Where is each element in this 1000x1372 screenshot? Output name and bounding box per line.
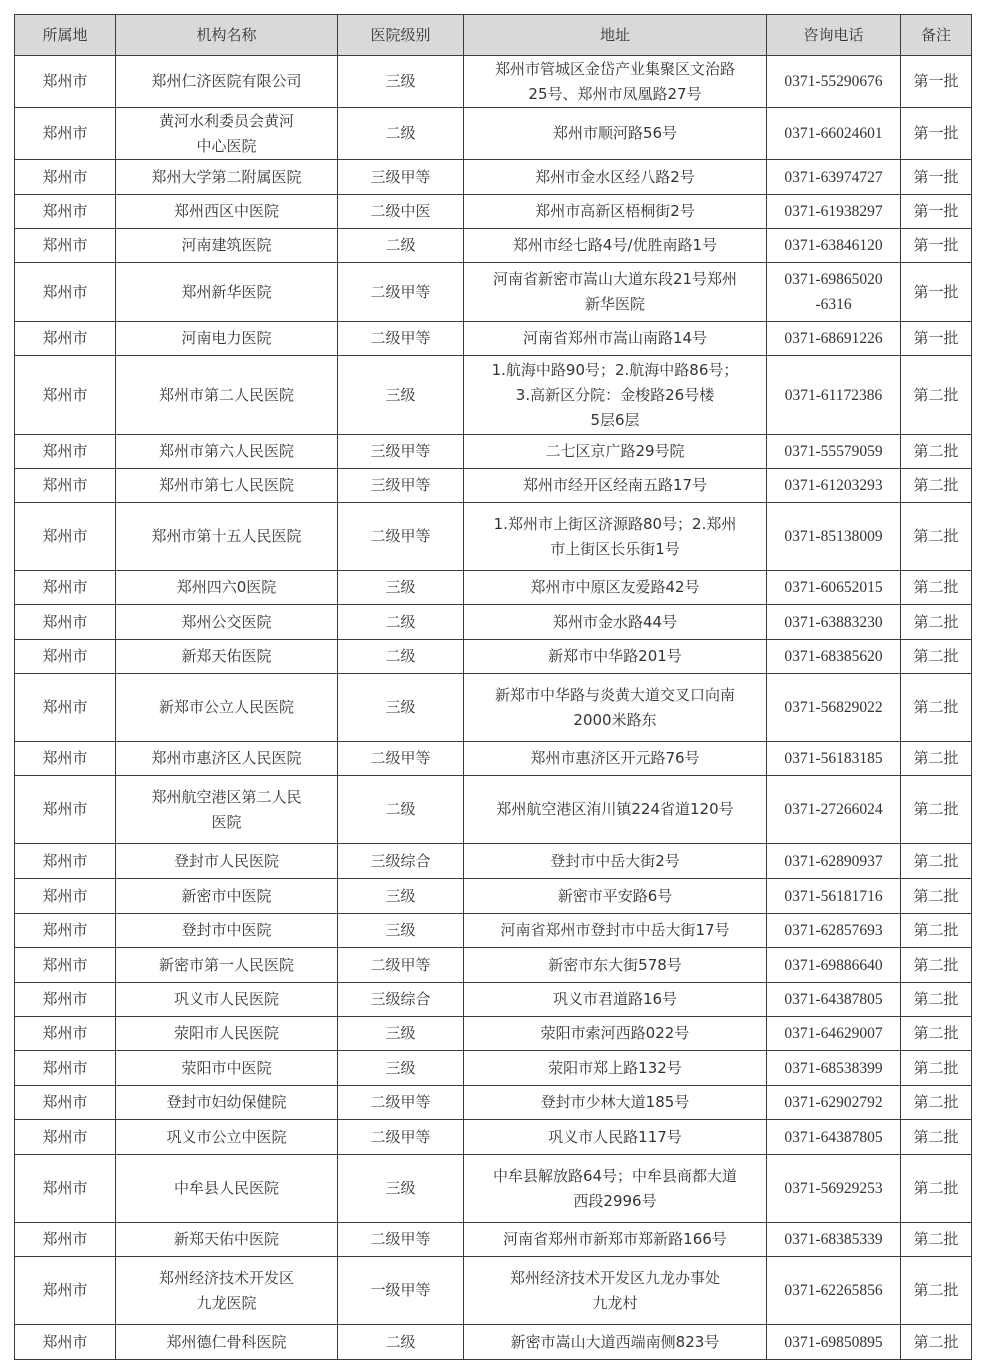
cell-region: 郑州市 bbox=[15, 1017, 116, 1051]
cell-note: 第二批 bbox=[901, 435, 972, 469]
cell-level: 二级中医 bbox=[338, 195, 464, 229]
cell-name: 巩义市人民医院 bbox=[116, 983, 338, 1017]
cell-level: 二级甲等 bbox=[338, 263, 464, 322]
cell-phone: 0371-64629007 bbox=[767, 1017, 901, 1051]
table-row bbox=[15, 469, 972, 503]
cell-level: 三级 bbox=[338, 571, 464, 605]
cell-level: 三级综合 bbox=[338, 844, 464, 879]
cell-name: 新密市第一人民医院 bbox=[116, 948, 338, 983]
hospital-table bbox=[14, 14, 972, 1360]
cell-address: 中牟县解放路64号；中牟县商都大道 西段2996号 bbox=[464, 1155, 767, 1223]
cell-name: 郑州新华医院 bbox=[116, 263, 338, 322]
cell-note: 第一批 bbox=[901, 229, 972, 263]
header-level: 医院级别 bbox=[338, 15, 464, 56]
cell-phone: 0371-63974727 bbox=[767, 160, 901, 195]
cell-name: 巩义市公立中医院 bbox=[116, 1120, 338, 1155]
cell-region: 郑州市 bbox=[15, 1051, 116, 1086]
cell-note: 第二批 bbox=[901, 503, 972, 571]
table-row bbox=[15, 160, 972, 195]
table-row bbox=[15, 322, 972, 356]
cell-note: 第二批 bbox=[901, 469, 972, 503]
cell-address: 郑州经济技术开发区九龙办事处 九龙村 bbox=[464, 1257, 767, 1325]
cell-level: 三级 bbox=[338, 879, 464, 914]
cell-phone: 0371-68385620 bbox=[767, 640, 901, 674]
cell-name: 郑州市第六人民医院 bbox=[116, 435, 338, 469]
cell-note: 第二批 bbox=[901, 948, 972, 983]
cell-note: 第二批 bbox=[901, 640, 972, 674]
cell-level: 二级甲等 bbox=[338, 1223, 464, 1257]
cell-address: 郑州市金水路44号 bbox=[464, 605, 767, 640]
cell-region: 郑州市 bbox=[15, 1223, 116, 1257]
cell-region: 郑州市 bbox=[15, 776, 116, 844]
cell-phone: 0371-55290676 bbox=[767, 56, 901, 108]
cell-phone: 0371-61172386 bbox=[767, 356, 901, 435]
cell-note: 第二批 bbox=[901, 1120, 972, 1155]
cell-region: 郑州市 bbox=[15, 1120, 116, 1155]
table-row bbox=[15, 640, 972, 674]
cell-name: 郑州航空港区第二人民 医院 bbox=[116, 776, 338, 844]
cell-level: 三级综合 bbox=[338, 983, 464, 1017]
cell-region: 郑州市 bbox=[15, 108, 116, 160]
cell-address: 河南省郑州市登封市中岳大街17号 bbox=[464, 914, 767, 948]
header-phone: 咨询电话 bbox=[767, 15, 901, 56]
header-row bbox=[15, 15, 972, 56]
cell-address: 荥阳市索河西路022号 bbox=[464, 1017, 767, 1051]
cell-note: 第一批 bbox=[901, 263, 972, 322]
cell-level: 三级 bbox=[338, 914, 464, 948]
cell-note: 第二批 bbox=[901, 742, 972, 776]
cell-region: 郑州市 bbox=[15, 914, 116, 948]
cell-address: 河南省郑州市嵩山南路14号 bbox=[464, 322, 767, 356]
cell-phone: 0371-62890937 bbox=[767, 844, 901, 879]
table-row bbox=[15, 1155, 972, 1223]
cell-name: 河南电力医院 bbox=[116, 322, 338, 356]
table-row bbox=[15, 503, 972, 571]
cell-phone: 0371-56929253 bbox=[767, 1155, 901, 1223]
cell-note: 第二批 bbox=[901, 983, 972, 1017]
cell-name: 新郑天佑医院 bbox=[116, 640, 338, 674]
cell-note: 第二批 bbox=[901, 1017, 972, 1051]
cell-level: 三级 bbox=[338, 1051, 464, 1086]
cell-address: 郑州市管城区金岱产业集聚区文治路 25号、郑州市凤凰路27号 bbox=[464, 56, 767, 108]
table-row bbox=[15, 914, 972, 948]
table-body bbox=[15, 56, 972, 1360]
table-row bbox=[15, 948, 972, 983]
cell-address: 郑州市经开区经南五路17号 bbox=[464, 469, 767, 503]
cell-address: 荥阳市郑上路132号 bbox=[464, 1051, 767, 1086]
cell-address: 新密市嵩山大道西端南侧823号 bbox=[464, 1325, 767, 1360]
cell-name: 郑州西区中医院 bbox=[116, 195, 338, 229]
cell-level: 三级 bbox=[338, 1155, 464, 1223]
cell-level: 三级甲等 bbox=[338, 435, 464, 469]
cell-level: 三级 bbox=[338, 674, 464, 742]
cell-region: 郑州市 bbox=[15, 195, 116, 229]
cell-phone: 0371-64387805 bbox=[767, 983, 901, 1017]
cell-region: 郑州市 bbox=[15, 1257, 116, 1325]
table-row bbox=[15, 1086, 972, 1120]
cell-region: 郑州市 bbox=[15, 605, 116, 640]
cell-name: 新郑天佑中医院 bbox=[116, 1223, 338, 1257]
cell-note: 第一批 bbox=[901, 195, 972, 229]
cell-phone: 0371-55579059 bbox=[767, 435, 901, 469]
table-row bbox=[15, 605, 972, 640]
cell-name: 郑州四六0医院 bbox=[116, 571, 338, 605]
cell-name: 登封市妇幼保健院 bbox=[116, 1086, 338, 1120]
cell-region: 郑州市 bbox=[15, 571, 116, 605]
cell-address: 登封市少林大道185号 bbox=[464, 1086, 767, 1120]
cell-level: 三级 bbox=[338, 1017, 464, 1051]
header-address: 地址 bbox=[464, 15, 767, 56]
cell-phone: 0371-69850895 bbox=[767, 1325, 901, 1360]
cell-address: 新密市平安路6号 bbox=[464, 879, 767, 914]
table-header bbox=[15, 15, 972, 56]
table-row bbox=[15, 1257, 972, 1325]
cell-name: 郑州市第七人民医院 bbox=[116, 469, 338, 503]
cell-note: 第二批 bbox=[901, 1086, 972, 1120]
cell-region: 郑州市 bbox=[15, 263, 116, 322]
cell-address: 河南省郑州市新郑市郑新路166号 bbox=[464, 1223, 767, 1257]
cell-phone: 0371-85138009 bbox=[767, 503, 901, 571]
cell-note: 第二批 bbox=[901, 605, 972, 640]
cell-level: 二级 bbox=[338, 229, 464, 263]
cell-name: 中牟县人民医院 bbox=[116, 1155, 338, 1223]
cell-level: 二级 bbox=[338, 605, 464, 640]
cell-address: 1.航海中路90号；2.航海中路86号； 3.高新区分院：金梭路26号楼 5层6层 bbox=[464, 356, 767, 435]
cell-region: 郑州市 bbox=[15, 322, 116, 356]
cell-region: 郑州市 bbox=[15, 983, 116, 1017]
cell-region: 郑州市 bbox=[15, 742, 116, 776]
cell-name: 登封市中医院 bbox=[116, 914, 338, 948]
cell-level: 二级 bbox=[338, 776, 464, 844]
cell-address: 新密市东大街578号 bbox=[464, 948, 767, 983]
cell-note: 第一批 bbox=[901, 108, 972, 160]
cell-phone: 0371-64387805 bbox=[767, 1120, 901, 1155]
cell-level: 二级甲等 bbox=[338, 322, 464, 356]
cell-level: 三级 bbox=[338, 356, 464, 435]
cell-level: 二级 bbox=[338, 1325, 464, 1360]
cell-name: 郑州公交医院 bbox=[116, 605, 338, 640]
cell-region: 郑州市 bbox=[15, 356, 116, 435]
cell-address: 1.郑州市上街区济源路80号；2.郑州 市上街区长乐街1号 bbox=[464, 503, 767, 571]
cell-name: 郑州德仁骨科医院 bbox=[116, 1325, 338, 1360]
cell-note: 第二批 bbox=[901, 571, 972, 605]
cell-name: 郑州市第二人民医院 bbox=[116, 356, 338, 435]
cell-region: 郑州市 bbox=[15, 1086, 116, 1120]
cell-note: 第二批 bbox=[901, 1051, 972, 1086]
cell-address: 巩义市君道路16号 bbox=[464, 983, 767, 1017]
cell-name: 郑州大学第二附属医院 bbox=[116, 160, 338, 195]
cell-address: 郑州市顺河路56号 bbox=[464, 108, 767, 160]
cell-region: 郑州市 bbox=[15, 229, 116, 263]
cell-note: 第二批 bbox=[901, 844, 972, 879]
cell-phone: 0371-68691226 bbox=[767, 322, 901, 356]
table-row bbox=[15, 435, 972, 469]
cell-region: 郑州市 bbox=[15, 674, 116, 742]
cell-name: 郑州经济技术开发区 九龙医院 bbox=[116, 1257, 338, 1325]
cell-note: 第一批 bbox=[901, 160, 972, 195]
table-row bbox=[15, 1223, 972, 1257]
header-name: 机构名称 bbox=[116, 15, 338, 56]
table-row bbox=[15, 844, 972, 879]
table-row bbox=[15, 776, 972, 844]
cell-region: 郑州市 bbox=[15, 1325, 116, 1360]
cell-phone: 0371-56829022 bbox=[767, 674, 901, 742]
cell-address: 新郑市中华路与炎黄大道交叉口向南 2000米路东 bbox=[464, 674, 767, 742]
cell-phone: 0371-56183185 bbox=[767, 742, 901, 776]
cell-note: 第一批 bbox=[901, 56, 972, 108]
cell-level: 二级甲等 bbox=[338, 1120, 464, 1155]
cell-phone: 0371-63883230 bbox=[767, 605, 901, 640]
table-row bbox=[15, 229, 972, 263]
cell-address: 巩义市人民路117号 bbox=[464, 1120, 767, 1155]
cell-level: 二级 bbox=[338, 640, 464, 674]
cell-level: 二级 bbox=[338, 108, 464, 160]
cell-region: 郑州市 bbox=[15, 640, 116, 674]
header-region: 所属地 bbox=[15, 15, 116, 56]
cell-address: 郑州市中原区友爱路42号 bbox=[464, 571, 767, 605]
cell-note: 第二批 bbox=[901, 1223, 972, 1257]
cell-phone: 0371-62857693 bbox=[767, 914, 901, 948]
table-row bbox=[15, 56, 972, 108]
cell-note: 第二批 bbox=[901, 1155, 972, 1223]
cell-phone: 0371-66024601 bbox=[767, 108, 901, 160]
cell-region: 郑州市 bbox=[15, 1155, 116, 1223]
cell-level: 三级甲等 bbox=[338, 160, 464, 195]
header-note: 备注 bbox=[901, 15, 972, 56]
cell-address: 郑州市惠济区开元路76号 bbox=[464, 742, 767, 776]
cell-phone: 0371-27266024 bbox=[767, 776, 901, 844]
cell-name: 新密市中医院 bbox=[116, 879, 338, 914]
cell-note: 第二批 bbox=[901, 356, 972, 435]
cell-level: 三级甲等 bbox=[338, 469, 464, 503]
cell-note: 第二批 bbox=[901, 776, 972, 844]
cell-phone: 0371-61938297 bbox=[767, 195, 901, 229]
table-row bbox=[15, 108, 972, 160]
table-row bbox=[15, 1325, 972, 1360]
cell-name: 郑州仁济医院有限公司 bbox=[116, 56, 338, 108]
cell-phone: 0371-63846120 bbox=[767, 229, 901, 263]
table-row bbox=[15, 1017, 972, 1051]
cell-note: 第二批 bbox=[901, 1257, 972, 1325]
table-row bbox=[15, 571, 972, 605]
table-row bbox=[15, 263, 972, 322]
cell-name: 登封市人民医院 bbox=[116, 844, 338, 879]
cell-level: 三级 bbox=[338, 56, 464, 108]
cell-address: 郑州市高新区梧桐街2号 bbox=[464, 195, 767, 229]
table-row bbox=[15, 1051, 972, 1086]
cell-phone: 0371-69865020 -6316 bbox=[767, 263, 901, 322]
cell-name: 郑州市第十五人民医院 bbox=[116, 503, 338, 571]
cell-level: 一级甲等 bbox=[338, 1257, 464, 1325]
table-row bbox=[15, 742, 972, 776]
cell-address: 郑州市金水区经八路2号 bbox=[464, 160, 767, 195]
cell-address: 新郑市中华路201号 bbox=[464, 640, 767, 674]
cell-phone: 0371-69886640 bbox=[767, 948, 901, 983]
cell-level: 二级甲等 bbox=[338, 1086, 464, 1120]
cell-address: 二七区京广路29号院 bbox=[464, 435, 767, 469]
cell-region: 郑州市 bbox=[15, 56, 116, 108]
cell-note: 第二批 bbox=[901, 1325, 972, 1360]
cell-level: 二级甲等 bbox=[338, 948, 464, 983]
cell-name: 新郑市公立人民医院 bbox=[116, 674, 338, 742]
cell-region: 郑州市 bbox=[15, 948, 116, 983]
cell-level: 二级甲等 bbox=[338, 742, 464, 776]
cell-phone: 0371-60652015 bbox=[767, 571, 901, 605]
cell-address: 河南省新密市嵩山大道东段21号郑州 新华医院 bbox=[464, 263, 767, 322]
cell-note: 第二批 bbox=[901, 914, 972, 948]
cell-phone: 0371-56181716 bbox=[767, 879, 901, 914]
cell-phone: 0371-62265856 bbox=[767, 1257, 901, 1325]
cell-phone: 0371-68385339 bbox=[767, 1223, 901, 1257]
cell-phone: 0371-61203293 bbox=[767, 469, 901, 503]
cell-region: 郑州市 bbox=[15, 160, 116, 195]
table-row bbox=[15, 879, 972, 914]
cell-region: 郑州市 bbox=[15, 844, 116, 879]
cell-address: 郑州市经七路4号/优胜南路1号 bbox=[464, 229, 767, 263]
cell-region: 郑州市 bbox=[15, 435, 116, 469]
cell-name: 郑州市惠济区人民医院 bbox=[116, 742, 338, 776]
cell-name: 黄河水利委员会黄河 中心医院 bbox=[116, 108, 338, 160]
cell-note: 第二批 bbox=[901, 879, 972, 914]
table-row bbox=[15, 983, 972, 1017]
cell-region: 郑州市 bbox=[15, 469, 116, 503]
cell-name: 荥阳市人民医院 bbox=[116, 1017, 338, 1051]
cell-name: 河南建筑医院 bbox=[116, 229, 338, 263]
table-row bbox=[15, 356, 972, 435]
cell-level: 二级甲等 bbox=[338, 503, 464, 571]
table-row bbox=[15, 674, 972, 742]
cell-region: 郑州市 bbox=[15, 879, 116, 914]
cell-name: 荥阳市中医院 bbox=[116, 1051, 338, 1086]
cell-note: 第一批 bbox=[901, 322, 972, 356]
cell-phone: 0371-68538399 bbox=[767, 1051, 901, 1086]
cell-region: 郑州市 bbox=[15, 503, 116, 571]
table-row bbox=[15, 195, 972, 229]
table-row bbox=[15, 1120, 972, 1155]
hospital-table-container bbox=[14, 14, 971, 1360]
cell-phone: 0371-62902792 bbox=[767, 1086, 901, 1120]
cell-address: 郑州航空港区洧川镇224省道120号 bbox=[464, 776, 767, 844]
cell-address: 登封市中岳大街2号 bbox=[464, 844, 767, 879]
cell-note: 第二批 bbox=[901, 674, 972, 742]
